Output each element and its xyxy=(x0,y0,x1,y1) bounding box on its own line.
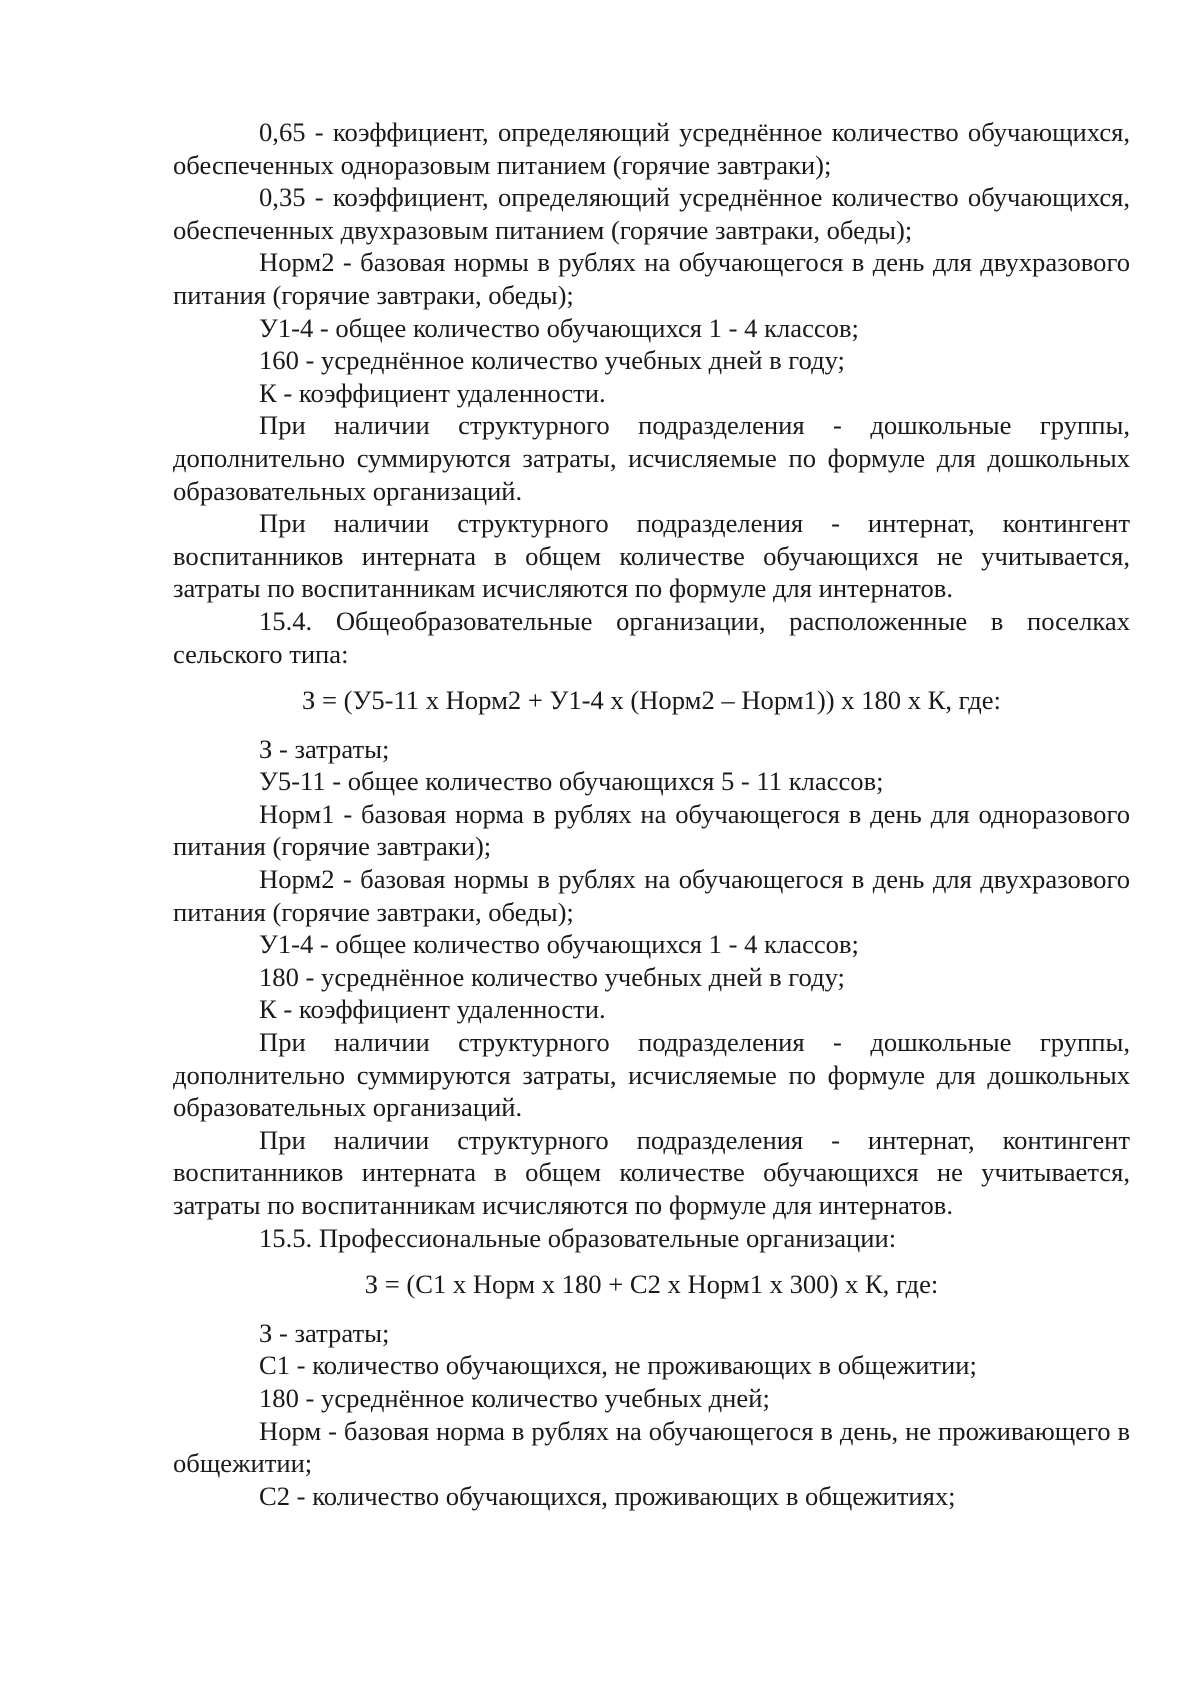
paragraph: 160 - усреднённое количество учебных дней в году; xyxy=(259,345,845,376)
paragraph: 15.4. Общеобразовательные организации, расположенные в поселках сельского типа: xyxy=(173,605,1130,669)
formula: З = (С1 х Норм х 180 + С2 х Норм1 х 300) х К, где: xyxy=(364,1269,939,1300)
paragraph: У1-4 - общее количество обучающихся 1 - 4 классов; xyxy=(259,929,859,960)
paragraph: 0,35 - коэффициент, определяющий усреднённое количество обучающихся, обеспеченных двухразовым питанием (горячие завтраки, обеды); xyxy=(173,182,1130,245)
paragraph: 15.5. Профессиональные образовательные организации: xyxy=(259,1222,897,1253)
paragraph: С2 - количество обучающихся, проживающих в общежитиях; xyxy=(259,1480,956,1511)
paragraph: Норм1 - базовая норма в рублях на обучающегося в день для одноразового питания (горячие завтраки); xyxy=(173,798,1130,862)
document-body xyxy=(173,116,1130,1512)
paragraph: 0,65 - коэффициент, определяющий усреднённое количество обучающихся, обеспеченных одноразовым питанием (горячие завтраки); xyxy=(173,117,1130,180)
paragraph: С1 - количество обучающихся, не проживающих в общежитии; xyxy=(259,1350,977,1381)
paragraph: При наличии структурного подразделения - интернат, контингент воспитанников интерната в общем количестве обучающихся не учитывается, затраты по воспитанникам исчисляются по формуле для интернатов. xyxy=(173,508,1130,604)
paragraph: 180 - усреднённое количество учебных дней; xyxy=(259,1382,770,1413)
paragraph: Норм - базовая норма в рублях на обучающегося в день, не проживающего в общежитии; xyxy=(173,1415,1130,1479)
paragraph: При наличии структурного подразделения - дошкольные группы, дополнительно суммируются затраты, исчисляемые по формуле для дошкольных образовательных организаций. xyxy=(173,1027,1130,1123)
paragraph: Норм2 - базовая нормы в рублях на обучающегося в день для двухразового питания (горячие завтраки, обеды); xyxy=(173,864,1130,927)
paragraph: К - коэффициент удаленности. xyxy=(259,377,606,408)
paragraph: З - затраты; xyxy=(259,733,390,764)
formula: З = (У5-11 х Норм2 + У1-4 х (Норм2 – Норм1)) х 180 х К, где: xyxy=(302,685,1001,716)
paragraph: При наличии структурного подразделения - дошкольные группы, дополнительно суммируются затраты, исчисляемые по формуле для дошкольных образовательных организаций. xyxy=(173,410,1130,506)
paragraph: У5-11 - общее количество обучающихся 5 - 11 классов; xyxy=(259,766,884,797)
paragraph: У1-4 - общее количество обучающихся 1 - 4 классов; xyxy=(259,312,859,343)
paragraph: При наличии структурного подразделения - интернат, контингент воспитанников интерната в общем количестве обучающихся не учитывается, затраты по воспитанникам исчисляются по формуле для интернатов. xyxy=(173,1124,1130,1220)
paragraph: К - коэффициент удаленности. xyxy=(259,994,606,1025)
paragraph: 180 - усреднённое количество учебных дней в году; xyxy=(259,961,845,992)
paragraph: Норм2 - базовая нормы в рублях на обучающегося в день для двухразового питания (горячие завтраки, обеды); xyxy=(173,247,1130,310)
paragraph: З - затраты; xyxy=(259,1317,390,1348)
